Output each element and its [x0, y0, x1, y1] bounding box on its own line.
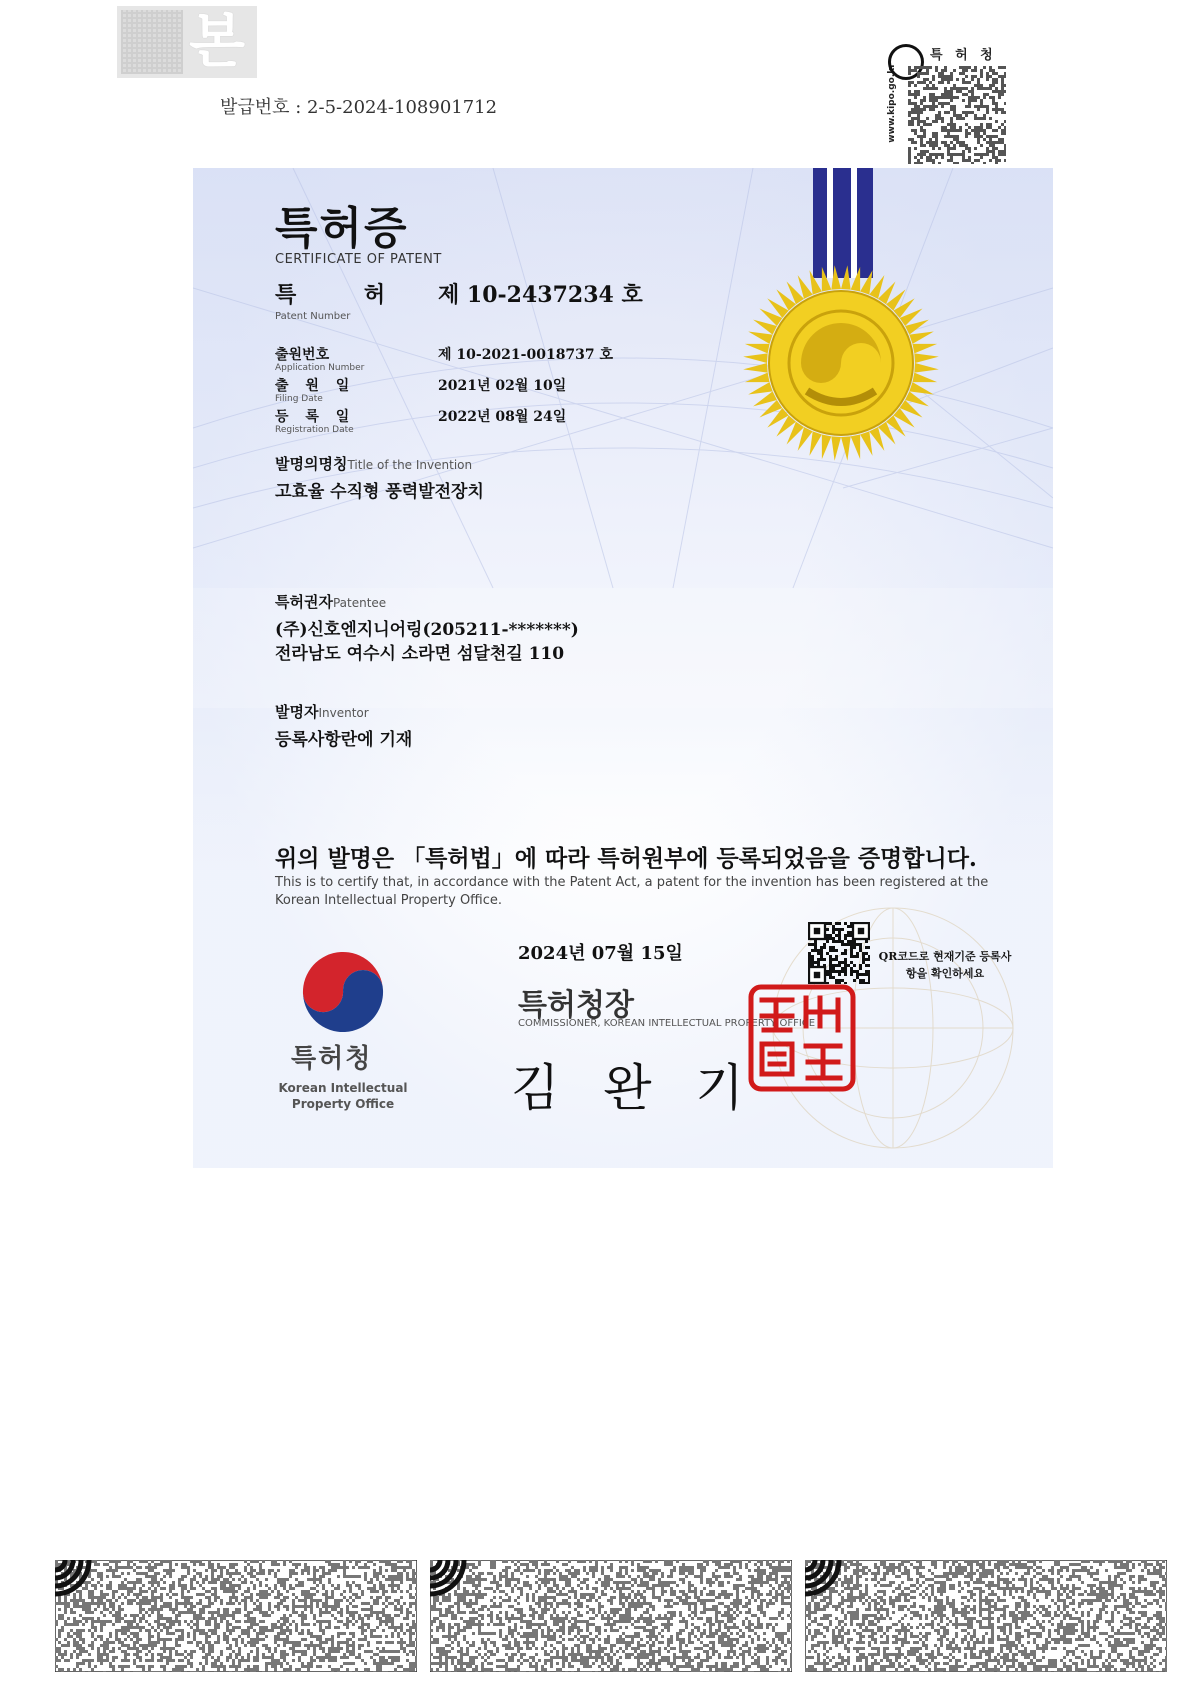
patent-certificate	[193, 168, 1053, 1168]
registration-date-value: 2022년 08월 24일	[438, 409, 567, 425]
kipo-name-ko: 특허청	[291, 1044, 373, 1074]
inventor-label	[275, 701, 369, 722]
inventor-value: 등록사항란에 기재	[275, 730, 413, 750]
certificate-title-en: CERTIFICATE OF PATENT	[275, 252, 442, 267]
copy-stamp	[117, 6, 257, 78]
application-number-label: 출원번호	[275, 347, 330, 363]
invention-title-label-ko: 발명의명칭	[275, 455, 348, 473]
kipo-name-en: Korean Intellectual Property Office	[278, 1081, 408, 1111]
registration-date-label: 등 록 일	[275, 409, 356, 425]
medal-ribbon	[813, 168, 873, 278]
patentee-label-en: Patentee	[332, 596, 387, 610]
document-barcode-strip-3	[805, 1560, 1167, 1672]
qr-note: QR코드로 현재기준 등록사항을 확인하세요	[878, 950, 1012, 980]
certification-statement: 위의 발명은 「특허법」에 따라 특허원부에 등록되었음을 증명합니다.	[275, 845, 977, 872]
gold-medal-seal-icon	[741, 263, 941, 463]
copy-mark: 본	[189, 7, 246, 75]
issue-date: 2024년 07월 15일	[518, 943, 683, 964]
kipo-url: www.kipo.go.kr	[887, 63, 897, 143]
inventor-label-ko: 발명자	[275, 703, 319, 721]
invention-title-value: 고효율 수직형 풍력발전장치	[275, 482, 484, 502]
commissioner-signature: 김 완 기	[511, 1059, 758, 1117]
filing-date-label-en: Filing Date	[275, 394, 323, 404]
commissioner-title-en: COMMISSIONER, KOREAN INTELLECTUAL PROPERTY OFFICE	[518, 1018, 816, 1029]
verification-qr-code[interactable]	[808, 922, 870, 984]
application-number-value: 제 10-2021-0018737 호	[438, 347, 614, 363]
patentee-address: 전라남도 여수시 소라면 섬달천길 110	[275, 644, 565, 664]
issue-number: 발급번호 : 2-5-2024-108901712	[220, 97, 498, 118]
patentee-label	[275, 591, 386, 612]
certification-statement-en: This is to certify that, in accordance with the Patent Act, a patent for the invention has been registered at the Korean Intellectual Property Office.	[275, 875, 989, 908]
document-code	[908, 66, 1006, 164]
kipo-logo-icon	[288, 946, 398, 1036]
patent-number-label: 특 허	[275, 282, 416, 308]
filing-date-value: 2021년 02월 10일	[438, 378, 567, 394]
kipo-badge-title: 특 허 청	[930, 48, 997, 63]
official-red-seal-icon	[748, 984, 856, 1092]
patent-number-value: 제 10-2437234 호	[438, 282, 643, 308]
patent-number-label-en: Patent Number	[275, 311, 351, 322]
certificate-title: 특허증	[275, 203, 409, 254]
invention-title-label	[275, 453, 472, 474]
inventor-label-en: Inventor	[318, 706, 369, 720]
stamp-pattern	[121, 10, 183, 74]
registration-date-label-en: Registration Date	[275, 425, 354, 435]
commissioner-title: 특허청장	[518, 988, 634, 1023]
application-number-label-en: Application Number	[275, 363, 365, 373]
patentee-name: (주)신호엔지니어링(205211-*******)	[275, 620, 579, 640]
invention-title-label-en: Title of the Invention	[347, 458, 473, 472]
filing-date-label: 출 원 일	[275, 378, 356, 394]
document-barcode-strip-1	[55, 1560, 417, 1672]
document-barcode-strip-2	[430, 1560, 792, 1672]
patentee-label-ko: 특허권자	[275, 593, 333, 611]
